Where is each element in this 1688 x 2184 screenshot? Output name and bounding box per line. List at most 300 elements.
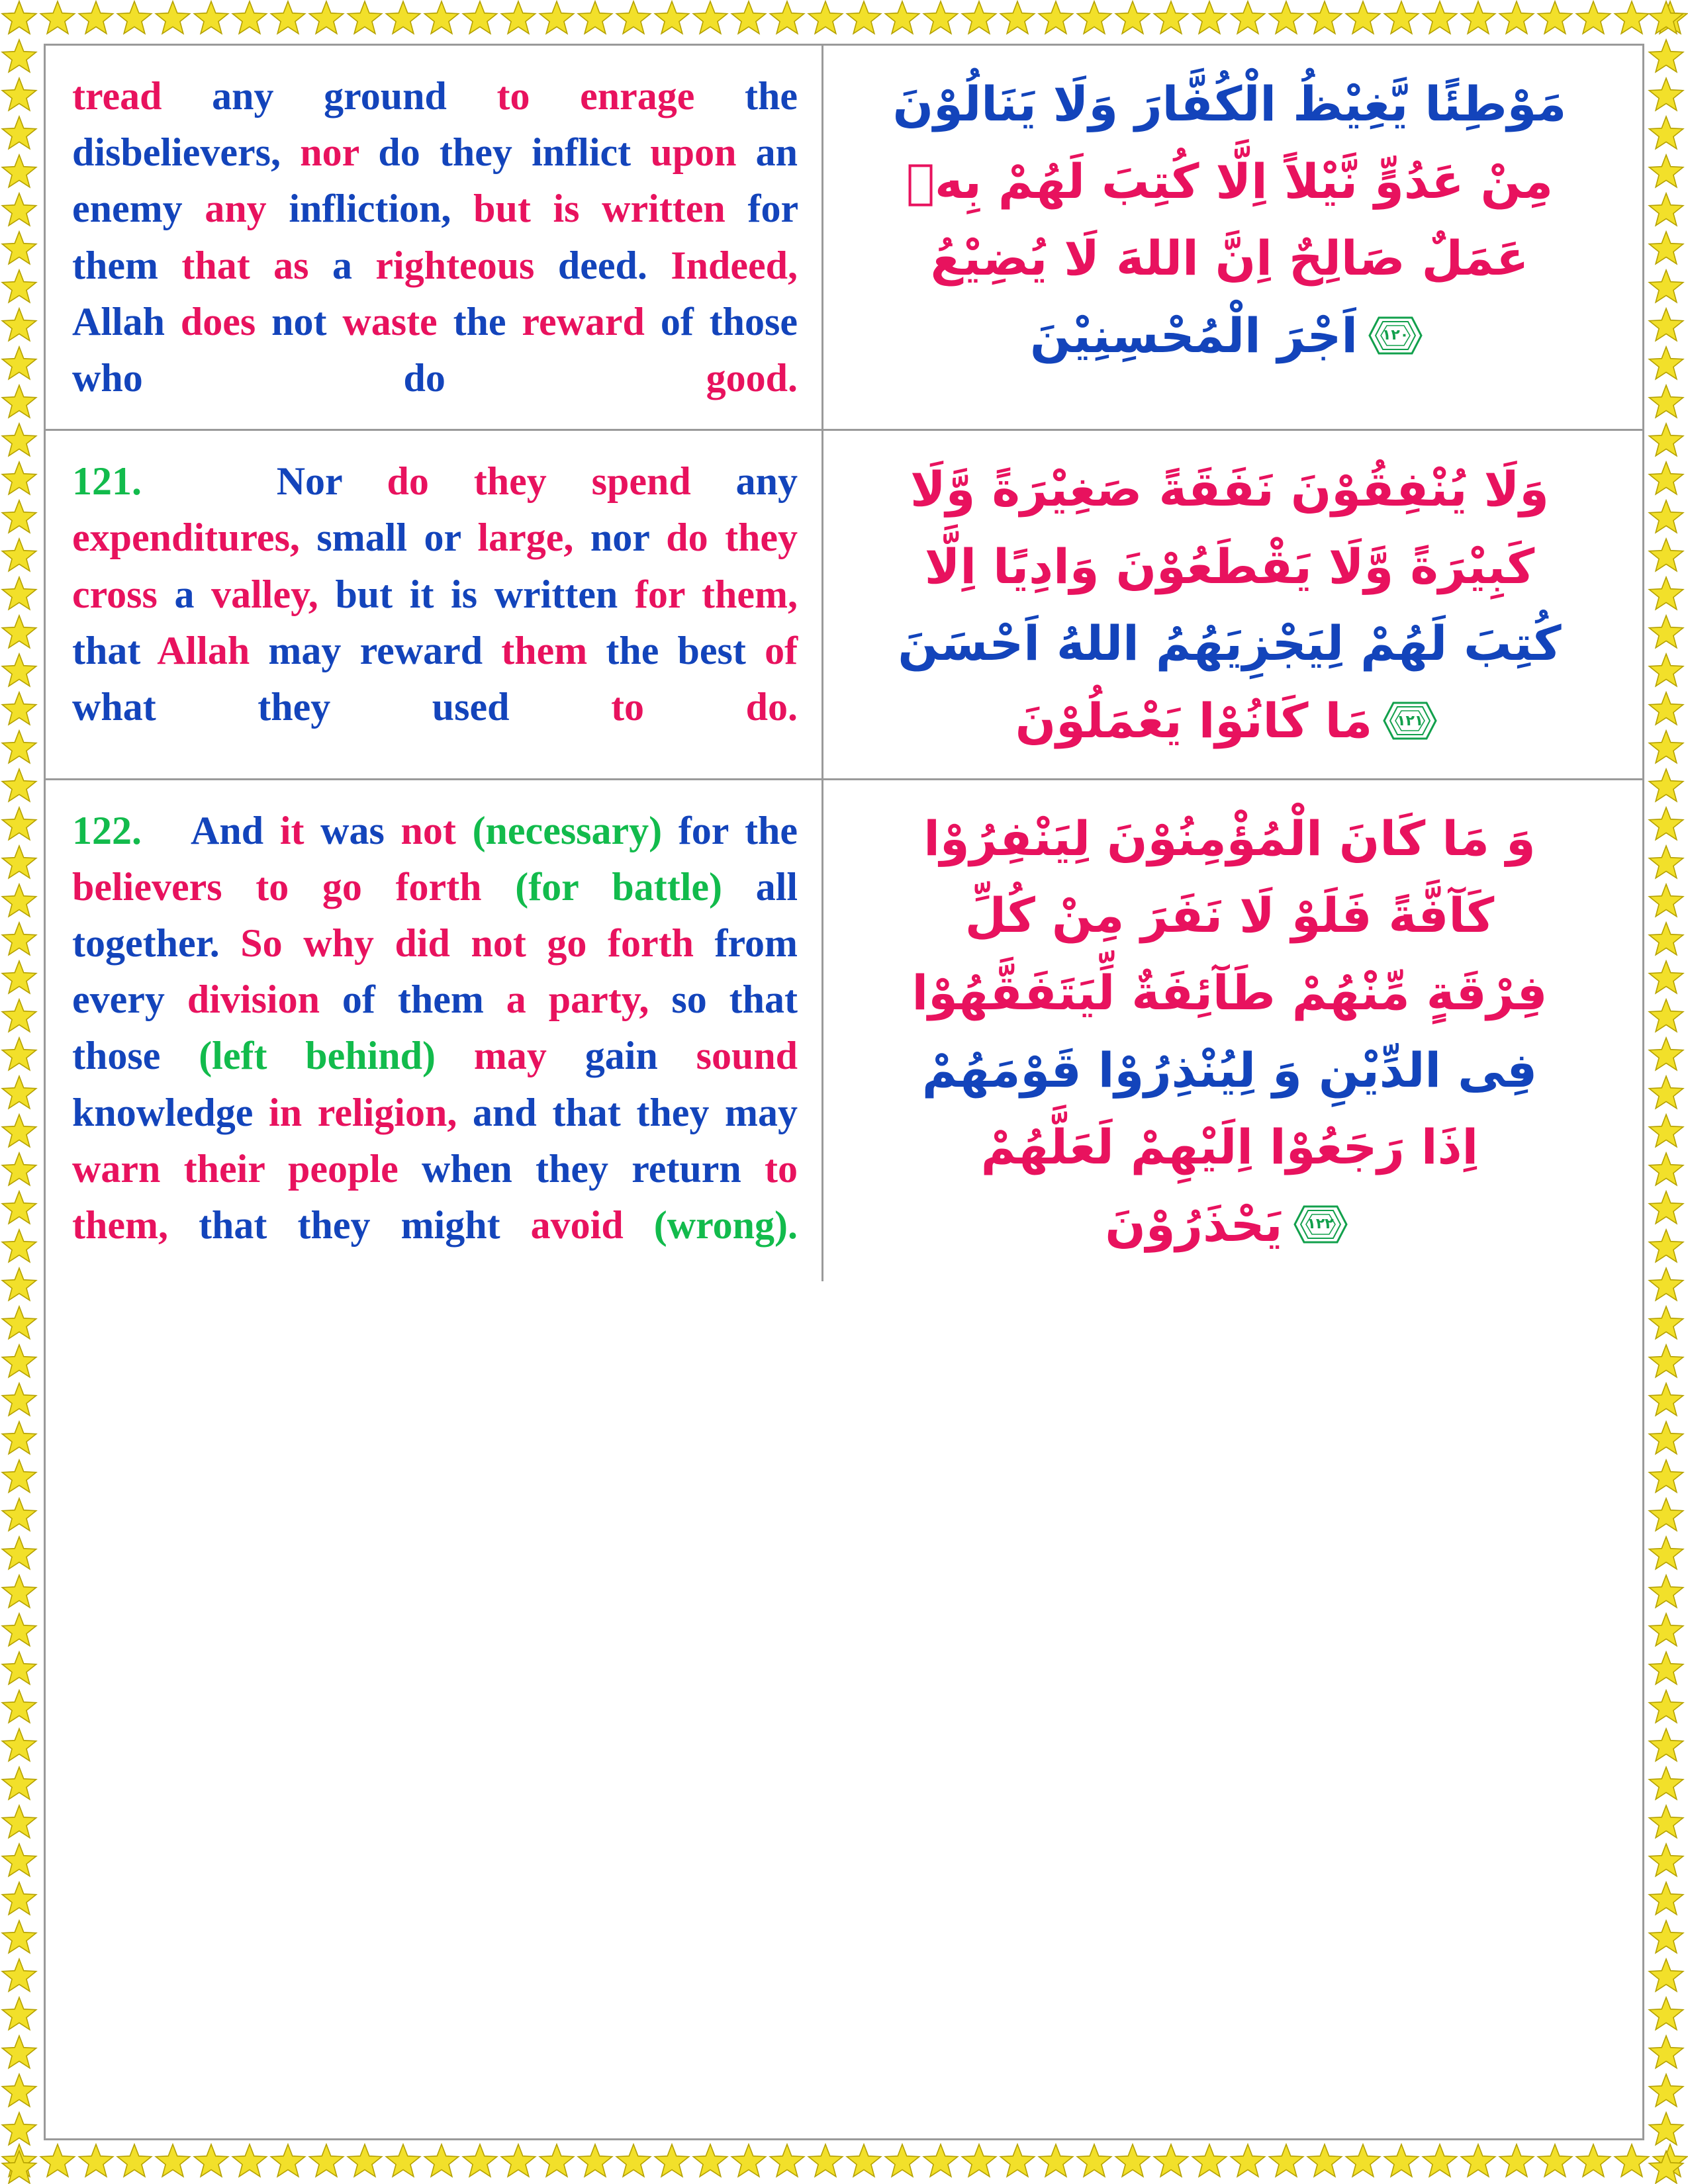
star-icon (1647, 1343, 1685, 1382)
star-icon (1574, 2143, 1613, 2181)
star-icon (883, 0, 921, 38)
star-icon (0, 1766, 38, 1804)
arabic-cell (823, 780, 1642, 1282)
translation-word: large, (477, 516, 574, 560)
star-icon (0, 1843, 38, 1881)
star-icon (1647, 1075, 1685, 1113)
star-icon (806, 0, 845, 38)
translation-word: what they used (72, 684, 510, 729)
star-icon (1305, 2143, 1344, 2181)
star-icon (0, 307, 38, 345)
star-icon (1647, 1420, 1685, 1459)
star-icon (538, 0, 576, 38)
star-icon (1647, 345, 1685, 384)
star-icon (1075, 0, 1113, 38)
star-icon (0, 1497, 38, 1535)
translation-word: not (400, 808, 456, 852)
star-icon (1305, 0, 1344, 38)
star-icon (1190, 0, 1229, 38)
star-icon (1647, 1919, 1685, 1958)
arabic-line (843, 66, 1616, 143)
translation-word: it (279, 808, 305, 852)
verse-number: 122. (72, 808, 142, 852)
translation-word: or (424, 516, 461, 560)
ayah-end-marker: ١٢٠ (1367, 315, 1424, 356)
arabic-line (843, 877, 1616, 954)
arabic-line (843, 143, 1616, 220)
translation-word: together. (72, 921, 220, 965)
star-icon (1190, 2143, 1229, 2181)
translation-word: but is written (473, 187, 726, 231)
star-icon (0, 1075, 38, 1113)
star-icon (1647, 768, 1685, 806)
star-icon (729, 0, 768, 38)
star-icon (768, 0, 806, 38)
arabic-text: فِى الدِّيْنِ وَ لِيُنْذِرُوْا قَوْمَهُمْ (921, 1042, 1538, 1098)
translation-word: to do. (611, 684, 798, 729)
translation-word: religion, (317, 1090, 457, 1134)
translation-word: do they spend (387, 459, 691, 504)
star-icon (1647, 729, 1685, 768)
arabic-text: اِذَا رَجَعُوْا اِلَيْهِمْ لَعَلَّهُمْ (980, 1119, 1479, 1175)
star-icon (461, 2143, 499, 2181)
star-icon (1647, 0, 1685, 38)
verse-translation-text (72, 803, 798, 1254)
translation-word: upon (650, 130, 737, 175)
star-icon (845, 0, 883, 38)
star-icon (691, 0, 729, 38)
arabic-line (843, 1186, 1616, 1263)
translation-word: forth (607, 921, 694, 965)
star-icon (960, 0, 998, 38)
star-icon (1647, 883, 1685, 921)
star-icon (307, 2143, 346, 2181)
star-icon (0, 1382, 38, 1420)
translation-word: (for battle) (515, 864, 723, 909)
star-icon (0, 384, 38, 422)
verse-translation-text (72, 453, 798, 735)
star-icon (0, 2111, 38, 2150)
star-icon (614, 2143, 653, 2181)
arabic-line (843, 954, 1616, 1032)
star-icon (0, 345, 38, 384)
star-icon (1421, 0, 1459, 38)
arabic-line (843, 451, 1616, 528)
star-icon (0, 0, 38, 38)
star-icon (0, 499, 38, 537)
translation-word: warn their people (72, 1146, 399, 1191)
star-icon (1647, 806, 1685, 844)
star-icon (1536, 0, 1574, 38)
star-icon (768, 2143, 806, 2181)
translation-word: may (473, 1034, 547, 1078)
star-icon (0, 1228, 38, 1267)
star-icon (230, 2143, 269, 2181)
star-icon (307, 0, 346, 38)
translation-word: sound (696, 1034, 798, 1078)
star-icon (0, 1267, 38, 1305)
star-icon (653, 2143, 691, 2181)
star-icon (0, 1113, 38, 1152)
star-icon (192, 0, 230, 38)
star-icon (1267, 2143, 1305, 2181)
star-icon (998, 0, 1037, 38)
translation-word: return (632, 1146, 741, 1191)
arabic-text: وَ مَا كَانَ الْمُؤْمِنُوْنَ لِيَنْفِرُوْا (923, 810, 1536, 866)
translation-word: from every (72, 921, 798, 1022)
star-icon (845, 2143, 883, 2181)
star-icon (1647, 2034, 1685, 2073)
star-icon (1647, 844, 1685, 883)
translation-word: division (187, 978, 320, 1022)
star-icon (154, 0, 192, 38)
translation-word: Allah (157, 628, 250, 672)
star-icon (1497, 2143, 1536, 2181)
translation-word: the disbelievers, (72, 74, 798, 175)
star-icon (883, 2143, 921, 2181)
verse-number: 121. (72, 459, 142, 504)
translation-cell (46, 431, 823, 778)
translation-word: a party, (506, 978, 649, 1022)
star-icon (614, 0, 653, 38)
star-icon (1647, 1152, 1685, 1190)
ayah-end-marker: ١٢١ (1382, 700, 1438, 741)
star-icon (0, 768, 38, 806)
star-icon (0, 1036, 38, 1075)
verse-row (46, 46, 1642, 431)
star-icon (0, 269, 38, 307)
star-icon (1647, 1843, 1685, 1881)
arabic-line (843, 220, 1616, 297)
ayah-end-marker: ١٢٢ (1292, 1204, 1349, 1245)
translation-word: reward (359, 628, 483, 672)
verse-translation-text (72, 68, 798, 406)
star-icon (38, 0, 77, 38)
translation-word: when they (422, 1146, 608, 1191)
star-icon (1647, 461, 1685, 499)
star-icon (0, 461, 38, 499)
verse-row (46, 431, 1642, 780)
translation-word: them (72, 243, 158, 287)
translation-word: that they (199, 1203, 371, 1247)
arabic-text: وَلَا يُنْفِقُوْنَ نَفَقَةً صَغِيْرَةً وَّلَا (910, 461, 1549, 518)
star-icon (538, 2143, 576, 2181)
translation-word: and that they may (473, 1090, 798, 1134)
star-icon (269, 0, 307, 38)
star-icon (1647, 1113, 1685, 1152)
translation-word: a (332, 243, 352, 287)
star-icon (1037, 0, 1075, 38)
star-icon (1267, 0, 1305, 38)
star-icon (1421, 2143, 1459, 2181)
star-icon (0, 537, 38, 576)
star-icon (0, 1574, 38, 1612)
star-icon (0, 691, 38, 729)
translation-word: of (342, 978, 375, 1022)
star-icon (1113, 2143, 1152, 2181)
translation-word: was (320, 808, 385, 852)
translation-cell (46, 780, 823, 1282)
star-icon (0, 38, 38, 77)
translation-word: for (747, 187, 798, 231)
star-icon (576, 2143, 614, 2181)
translation-word: the (453, 299, 506, 343)
star-icon (1647, 1727, 1685, 1766)
translation-word: small (316, 516, 408, 560)
star-icon (0, 1152, 38, 1190)
translation-word: for the (678, 808, 798, 852)
translation-word: gain (585, 1034, 658, 1078)
translation-word: that as (181, 243, 309, 287)
translation-word: those who do (72, 299, 798, 400)
star-icon (576, 0, 614, 38)
star-icon (0, 960, 38, 998)
star-icon (1229, 2143, 1267, 2181)
star-icon (0, 115, 38, 154)
translation-word: them (501, 628, 588, 672)
translation-word: that (72, 628, 141, 672)
translation-word: avoid (530, 1203, 624, 1247)
star-icon (1647, 691, 1685, 729)
star-icon (1647, 422, 1685, 461)
star-icon (0, 1804, 38, 1843)
translation-word: do they cross (72, 516, 798, 616)
arabic-line (843, 682, 1616, 760)
star-icon (1647, 77, 1685, 115)
star-icon (346, 0, 384, 38)
translation-word: infliction, (289, 187, 451, 231)
star-icon (384, 0, 422, 38)
arabic-cell (823, 46, 1642, 429)
star-icon (0, 1612, 38, 1651)
translation-word: may (268, 628, 342, 672)
star-icon (499, 2143, 538, 2181)
star-icon (1647, 192, 1685, 230)
star-icon (0, 422, 38, 461)
star-icon (1647, 2111, 1685, 2150)
star-icon (0, 1343, 38, 1382)
star-icon (1647, 1036, 1685, 1075)
translation-word: reward (522, 299, 645, 343)
translation-word: for them, (634, 572, 798, 616)
star-icon (1647, 1804, 1685, 1843)
star-icon (115, 0, 154, 38)
translation-word: but (335, 572, 393, 616)
star-icon (0, 1958, 38, 1996)
star-icon (0, 77, 38, 115)
star-icon (0, 192, 38, 230)
star-icon (0, 921, 38, 960)
star-icon (1075, 2143, 1113, 2181)
star-icon (192, 2143, 230, 2181)
arabic-text: كَآفَّةً فَلَوْ لَا نَفَرَ مِنْ كُلِّ (964, 887, 1495, 944)
star-icon (1647, 537, 1685, 576)
arabic-text: كَبِيْرَةً وَّلَا يَقْطَعُوْنَ وَادِيًا اِلَّا (924, 538, 1535, 594)
star-icon (0, 576, 38, 614)
arabic-line (843, 528, 1616, 606)
star-icon (0, 1881, 38, 1919)
star-icon (960, 2143, 998, 2181)
verse-row (46, 780, 1642, 1282)
translation-word: deed. (557, 243, 647, 287)
star-icon (1497, 0, 1536, 38)
star-icon (1647, 38, 1685, 77)
arabic-verse-text (843, 66, 1616, 375)
star-icon (230, 0, 269, 38)
star-icon (0, 2150, 38, 2184)
translation-word: not (271, 299, 327, 343)
star-icon (0, 230, 38, 269)
translation-word: any ground (212, 74, 447, 118)
arabic-text: عَمَلٌ صَالِحٌ اِنَّ اللهَ لَا يُضِيْعُ (930, 230, 1529, 287)
star-icon (1113, 0, 1152, 38)
star-icon (0, 2073, 38, 2111)
border-stars-bottom (0, 2143, 1688, 2184)
arabic-text: مِنْ عَدُوٍّ نَّيْلاً اِلَّا كُتِبَ لَهُمْ بِهٖ (906, 153, 1554, 209)
star-icon (1647, 576, 1685, 614)
star-icon (422, 2143, 461, 2181)
translation-word: all (755, 864, 798, 909)
star-icon (0, 2034, 38, 2073)
star-icon (0, 1535, 38, 1574)
star-icon (0, 998, 38, 1036)
star-icon (729, 2143, 768, 2181)
star-icon (1647, 499, 1685, 537)
translation-word: (left behind) (199, 1034, 436, 1078)
star-icon (1647, 1958, 1685, 1996)
star-icon (1647, 115, 1685, 154)
star-icon (806, 2143, 845, 2181)
arabic-line (843, 1032, 1616, 1109)
star-icon (1344, 2143, 1382, 2181)
star-icon (0, 1996, 38, 2034)
star-icon (1647, 269, 1685, 307)
star-icon (1647, 921, 1685, 960)
translation-word: tread (72, 74, 162, 118)
translation-word: Nor (276, 459, 342, 504)
translation-word: to enrage (496, 74, 695, 118)
translation-word: (necessary) (472, 808, 663, 852)
star-icon (1574, 0, 1613, 38)
star-icon (0, 154, 38, 192)
translation-word: to go forth (256, 864, 482, 909)
star-icon (0, 653, 38, 691)
star-icon (77, 0, 115, 38)
star-icon (0, 1651, 38, 1689)
star-icon (1647, 1497, 1685, 1535)
translation-word: nor (300, 130, 359, 175)
star-icon (77, 2143, 115, 2181)
star-icon (1152, 2143, 1190, 2181)
translation-word: Indeed, (671, 243, 798, 287)
translation-word: believers (72, 864, 222, 909)
star-icon (653, 0, 691, 38)
border-stars-right (1647, 0, 1688, 2184)
star-icon (0, 614, 38, 653)
star-icon (1647, 1190, 1685, 1228)
arabic-text: فِرْقَةٍ مِّنْهُمْ طَآئِفَةٌ لِّيَتَفَقَّهُوْا (912, 964, 1548, 1021)
star-icon (154, 2143, 192, 2181)
translation-word: righteous (375, 243, 535, 287)
arabic-text: يَحْذَرُوْنَ (1105, 1196, 1283, 1252)
translation-word: (wrong). (653, 1203, 798, 1247)
translation-word: any (205, 187, 267, 231)
star-icon (1647, 230, 1685, 269)
star-icon (1647, 653, 1685, 691)
arabic-line (843, 800, 1616, 878)
star-icon (0, 844, 38, 883)
translation-cell (46, 46, 823, 429)
arabic-text: مَوْطِئًا يَّغِيْظُ الْكُفَّارَ وَلَا يَنَالُوْنَ (892, 76, 1567, 132)
translation-word: knowledge (72, 1090, 254, 1134)
star-icon (1647, 1382, 1685, 1420)
translation-word: a (174, 572, 195, 616)
translation-word: them (397, 978, 484, 1022)
star-icon (1647, 1766, 1685, 1804)
translation-word: And (191, 808, 264, 852)
quran-page-content (44, 44, 1644, 2140)
translation-word: expenditures, (72, 516, 300, 560)
arabic-line (843, 1109, 1616, 1186)
star-icon (422, 0, 461, 38)
star-icon (1037, 2143, 1075, 2181)
translation-word: so that those (72, 978, 798, 1078)
star-icon (1647, 2150, 1685, 2184)
star-icon (1647, 998, 1685, 1036)
star-icon (1647, 1881, 1685, 1919)
arabic-line (843, 605, 1616, 682)
translation-word: Allah (72, 299, 165, 343)
translation-word: to them, (72, 1146, 798, 1247)
star-icon (1344, 0, 1382, 38)
translation-word: any (735, 459, 798, 504)
translation-word: does (180, 299, 256, 343)
star-icon (1647, 960, 1685, 998)
star-icon (1647, 307, 1685, 345)
translation-word: do they (378, 130, 512, 175)
star-icon (269, 2143, 307, 2181)
arabic-verse-text (843, 800, 1616, 1263)
star-icon (1647, 2073, 1685, 2111)
translation-word: of (660, 299, 694, 343)
star-icon (0, 806, 38, 844)
arabic-text: كُتِبَ لَهُمْ لِيَجْزِيَهُمُ اللهُ اَحْسَنَ (898, 615, 1562, 672)
star-icon (0, 729, 38, 768)
arabic-cell (823, 431, 1642, 778)
translation-word: of (765, 628, 798, 672)
translation-word: valley, (211, 572, 318, 616)
translation-word: nor (590, 516, 649, 560)
star-icon (1382, 0, 1421, 38)
star-icon (499, 0, 538, 38)
star-icon (1647, 1267, 1685, 1305)
translation-word: might (400, 1203, 500, 1247)
star-icon (1647, 1305, 1685, 1343)
star-icon (0, 1919, 38, 1958)
star-icon (1647, 1535, 1685, 1574)
star-icon (1647, 384, 1685, 422)
star-icon (1647, 1689, 1685, 1727)
star-icon (0, 1689, 38, 1727)
arabic-text: اَجْرَ الْمُحْسِنِيْنَ (1029, 307, 1358, 363)
translation-word: in (269, 1090, 303, 1134)
star-icon (0, 1727, 38, 1766)
star-icon (38, 2143, 77, 2181)
star-icon (0, 1305, 38, 1343)
translation-word: the best (606, 628, 746, 672)
star-icon (461, 0, 499, 38)
star-icon (346, 2143, 384, 2181)
